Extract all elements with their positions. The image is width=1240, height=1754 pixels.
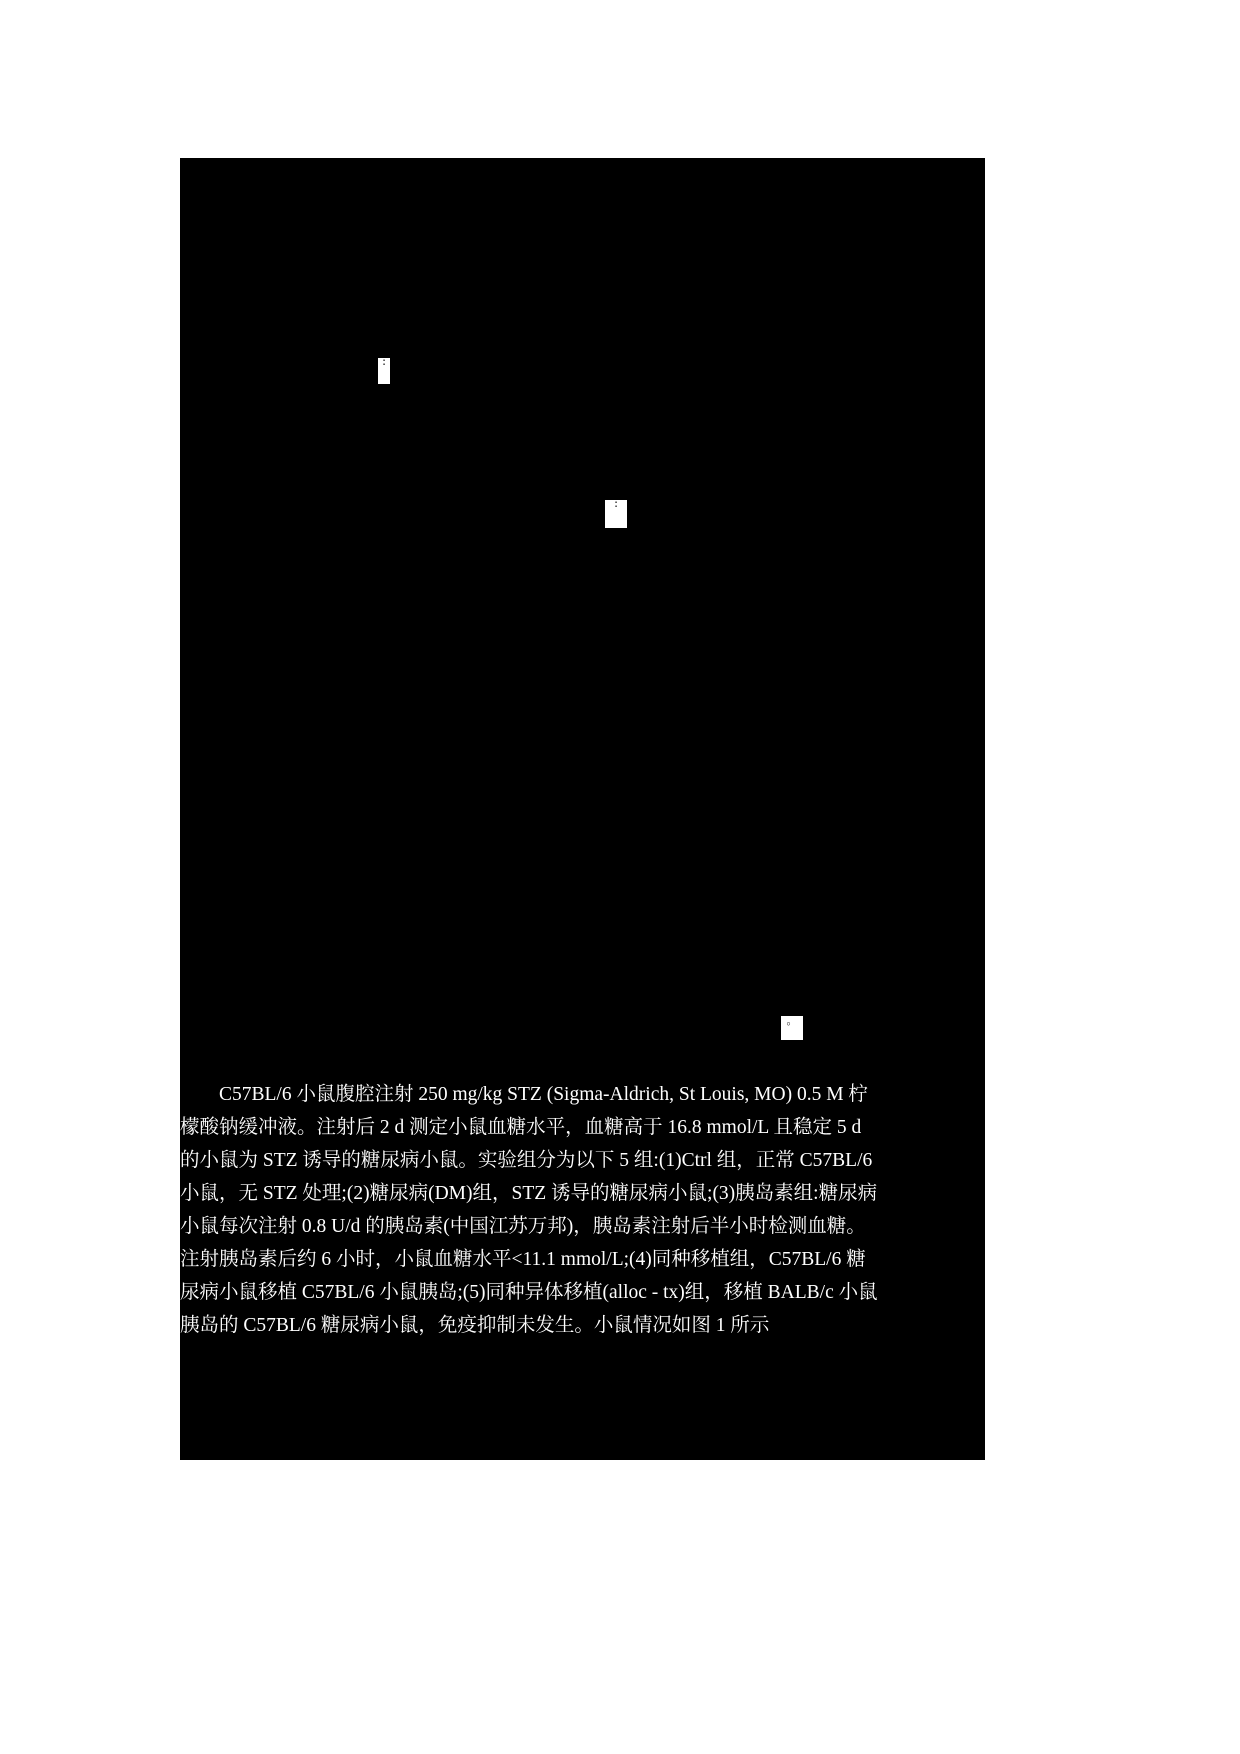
body-line: 的小鼠为 STZ 诱导的糖尿病小鼠。实验组分为以下 5 组:(1)Ctrl 组，正常 C57BL/6 xyxy=(180,1150,873,1171)
body-line: 小鼠，无 STZ 处理;(2)糖尿病(DM)组，STZ 诱导的糖尿病小鼠;(3)胰岛素组:糖尿病 xyxy=(180,1183,878,1204)
body-line: 檬酸钠缓冲液。注射后 2 d 测定小鼠血糖水平，血糖高于 16.8 mmol/L 且稳定 5 d xyxy=(180,1117,862,1138)
body-text-block xyxy=(180,1078,985,1342)
body-paragraph xyxy=(180,1078,985,1342)
artifact-speck-3: 。 xyxy=(781,1016,803,1040)
artifact-speck-1: ∶ xyxy=(378,358,390,384)
body-line: 胰岛的 C57BL/6 糖尿病小鼠，免疫抑制未发生。小鼠情况如图 1 所示 xyxy=(180,1315,770,1336)
body-line: C57BL/6 小鼠腹腔注射 250 mg/kg STZ (Sigma-Aldrich, St Louis, MO) 0.5 M 柠 xyxy=(219,1084,868,1105)
body-line: 小鼠每次注射 0.8 U/d 的胰岛素(中国江苏万邦)，胰岛素注射后半小时检测血糖。 xyxy=(180,1216,866,1237)
body-line: 注射胰岛素后约 6 小时，小鼠血糖水平<11.1 mmol/L;(4)同种移植组，C57BL/6 糖 xyxy=(180,1249,866,1270)
artifact-speck-2: ∶ xyxy=(605,500,627,528)
body-line: 尿病小鼠移植 C57BL/6 小鼠胰岛;(5)同种异体移植(alloc - tx)组，移植 BALB/c 小鼠 xyxy=(180,1282,878,1303)
